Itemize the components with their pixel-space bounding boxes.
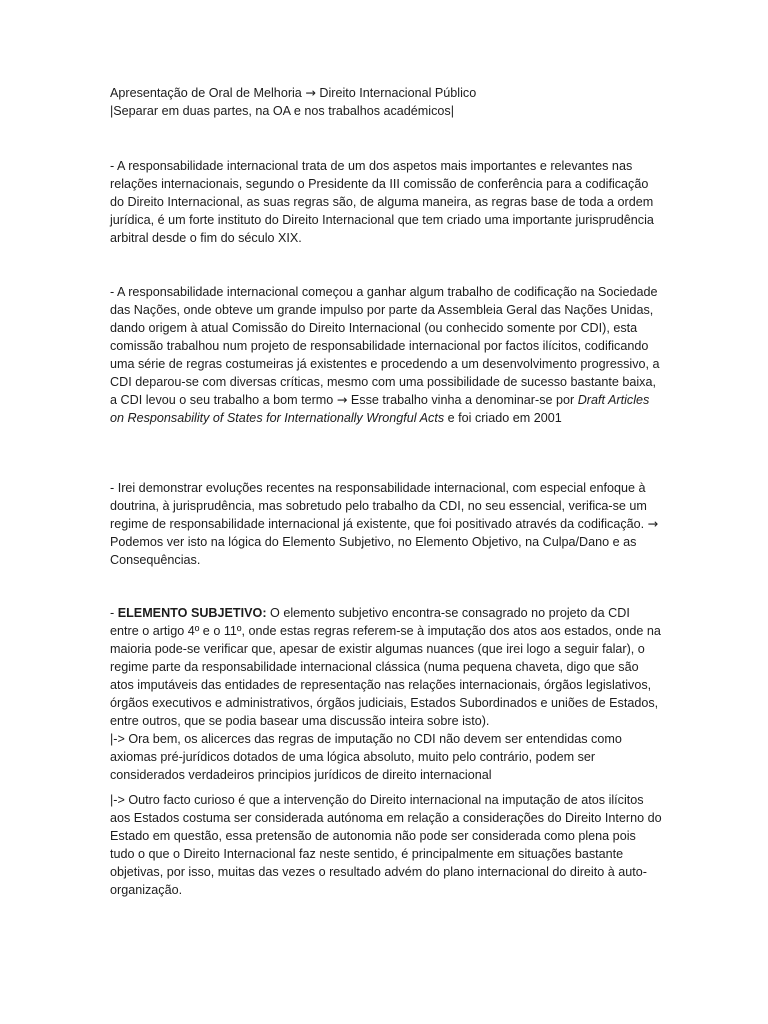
paragraph-codification [110,283,662,427]
paragraph-elemento-subjetivo [110,604,662,730]
document-title [110,84,662,102]
title-text-after: Direito Internacional Público [315,86,477,100]
paragraph-evolutions [110,479,662,569]
title-text-before: Apresentação de Oral de Melhoria [110,86,306,100]
paragraph-text: Podemos ver isto na lógica do Elemento Subjetivo, no Elemento Objetivo, na Culpa/Dano e as Consequências. [110,535,637,567]
paragraph-facto-curioso: |-> Outro facto curioso é que a intervenção do Direito internacional na imputação de atos ilícitos aos Estados costuma ser considerada autónoma em relação a considerações do Direito Interno do Estado em questão, essa pretensão de autonomia não pode ser considerada como plena pois tudo o que o Direito Internacional faz neste sentido, é principalmente em situações bastante objetivas, por isso, muitas das vezes o resultado advém do plano internacional do direito à auto-organização. [110,793,662,897]
paragraph-prefix: - [110,606,118,620]
paragraph-intro: - A responsabilidade internacional trata de um dos aspetos mais importantes e relevantes nas relações internacionais, segundo o Presidente da III comissão de conferência para a codificação do Direito Internacional, as suas regras são, de alguma maneira, as regras base de toda a ordem jurídica, é um forte instituto do Direito Internacional que tem criado uma importante jurisprudência arbitral desde o fim do século XIX. [110,159,654,245]
draft-articles-title: Draft Articles on Responsability of States for Internationally Wrongful Acts [110,393,650,425]
paragraph-text: Esse trabalho vinha a denominar-se por [347,393,578,407]
paragraph-text: - A responsabilidade internacional começou a ganhar algum trabalho de codificação na Sociedade das Nações, onde obteve um grande impulso por parte da Assembleia Geral das Nações Unidas, dando origem à atual Comissão do Direito Internacional (ou conhecido somente por CDI), esta comissão trabalhou num projeto de responsabilidade internacional por factos ilícitos, codificando uma série de regras costumeiras já existentes e procedendo a um desenvolvimento progressivo, a CDI deparou-se com diversas críticas, mesmo com uma possibilidade de sucesso bastante baixa, a CDI levou o seu trabalho a bom termo [110,285,660,407]
document-subtitle: |Separar em duas partes, na OA e nos trabalhos académicos| [110,104,454,118]
paragraph-text: O elemento subjetivo encontra-se consagrado no projeto da CDI entre o artigo 4º e o 11º, onde estas regras referem-se à imputação dos atos aos estados, onde na maioria pode-se verificar que, apesar de existir algumas nuances (que irei logo a seguir falar), o regime parte da responsabilidade internacional clássica (numa pequena chaveta, digo que são atos imputáveis das entidades de representação nas relações internacionais, órgãos legislativos, órgãos executivos e administrativos, órgãos judiciais, Estados Subordinados e uniões de Estados, entre outros, que se podia basear uma discussão inteira sobre isto). [110,606,661,728]
section-heading: ELEMENTO SUBJETIVO: [117,606,267,620]
right-arrow-icon: → [305,85,316,100]
document-header [110,84,662,120]
right-arrow-icon: → [647,516,659,531]
paragraph-alicerces: |-> Ora bem, os alicerces das regras de imputação no CDI não devem ser entendidas como axiomas pré-jurídicos dotados de uma lógica absoluto, muito pelo contrário, podem ser considerados verdadeiros principios jurídicos de direito internacional [110,732,622,782]
right-arrow-icon: → [336,392,348,407]
section-elemento-subjetivo [110,604,662,784]
paragraph-text: - Irei demonstrar evoluções recentes na responsabilidade internacional, com especial enfoque à doutrina, à jurisprudência, mas sobretudo pelo trabalho da CDI, no seu essencial, verifica-se um regime de responsabilidade internacional já existente, que foi positivado através da codificação. [110,481,648,531]
paragraph-text: e foi criado em 2001 [444,411,562,425]
